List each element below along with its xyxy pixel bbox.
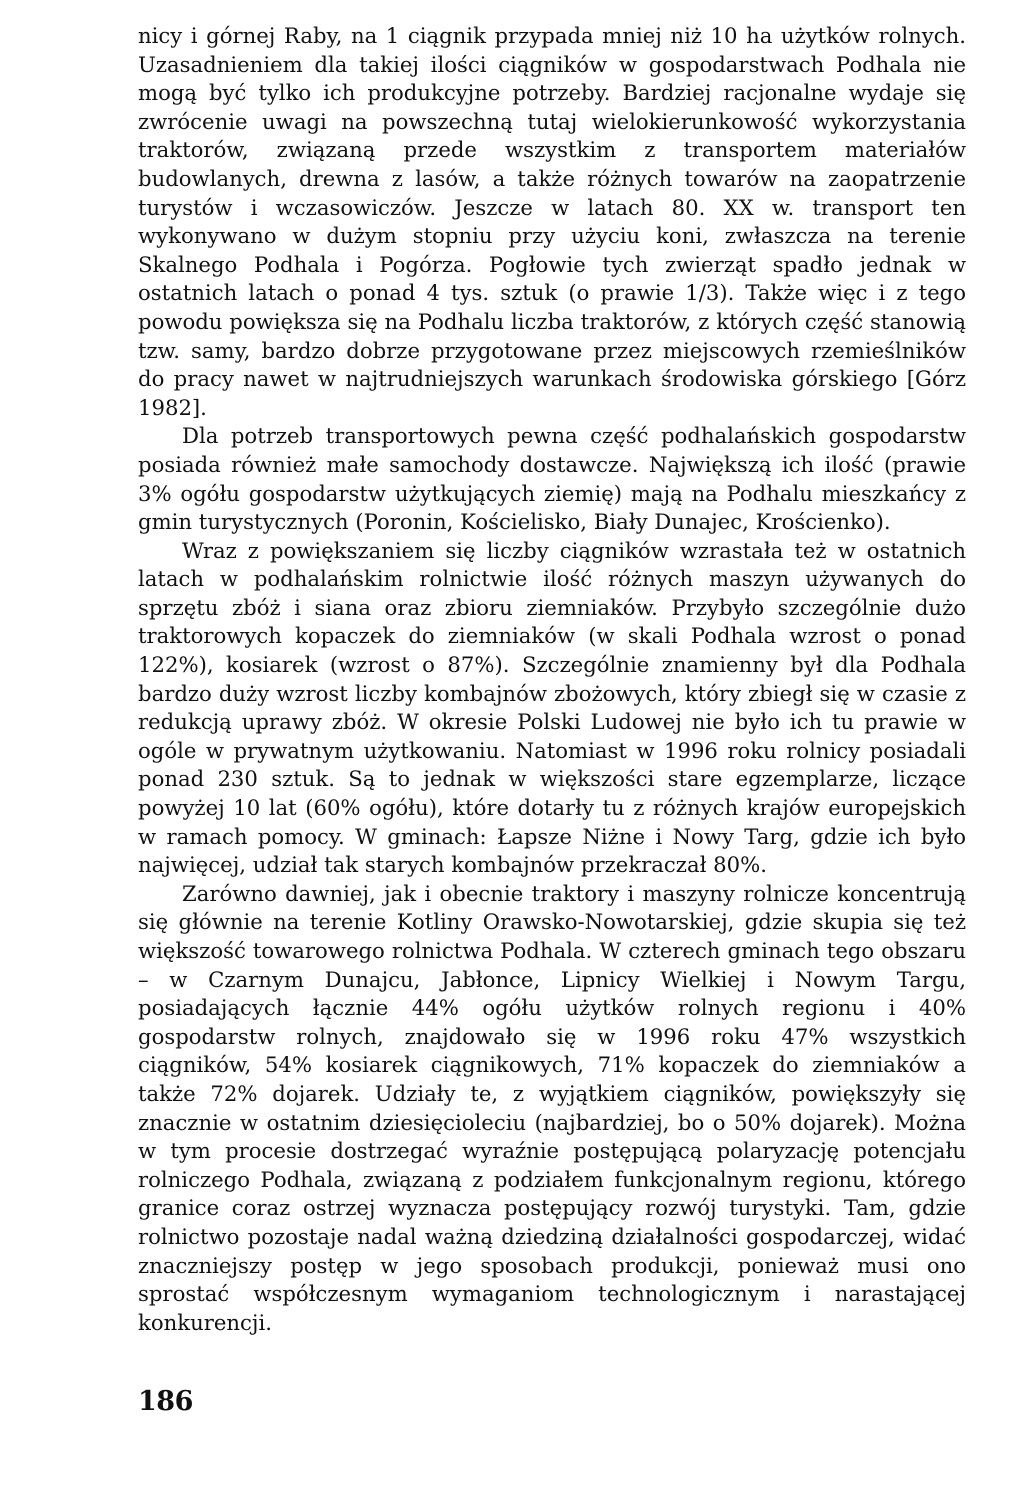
paragraph-2: Dla potrzeb transportowych pewna część podhalańskich gospodarstw posiada również małe samochody dostawcze. Największą ich ilość (prawie 3% ogółu gospodarstw użytkujących ziemię) mają na Podhalu mieszkańcy z gmin turystycznych (Poronin, Kościelisko, Biały Dunajec, Krościenko). xyxy=(138,423,966,535)
paragraph-3: Wraz z powiększaniem się liczby ciągników wzrastała też w ostatnich latach w podhalańskim rolnictwie ilość różnych maszyn używanych do sprzętu zbóż i siana oraz zbioru ziemniaków. Przybyło szczególnie dużo traktorowych kopaczek do ziemniaków (w skali Podhala wzrost o ponad 122%), kosiarek (wzrost o 87%). Szczególnie znamienny był dla Podhala bardzo duży wzrost liczby kombajnów zbożowych, który zbiegł się w czasie z redukcją uprawy zbóż. W okresie Polski Ludowej nie było ich tu prawie w ogóle w prywatnym użytkowaniu. Natomiast w 1996 roku rolnicy posiadali ponad 230 sztuk. Są to jednak w większości stare egzemplarze, liczące powyżej 10 lat (60% ogółu), które dotarły tu z różnych krajów europejskich w ramach pomocy. W gminach: Łapsze Niżne i Nowy Targ, gdzie ich było najwięcej, udział tak starych kombajnów przekraczał 80%. xyxy=(138,537,966,878)
page-number: 186 xyxy=(138,1386,193,1417)
paragraph-4: Zarówno dawniej, jak i obecnie traktory i maszyny rolnicze koncentrują się głównie na terenie Kotliny Orawsko-Nowotarskiej, gdzie skupia się też większość towarowego rolnictwa Podhala. W czterech gminach tego obszaru – w Czarnym Dunajcu, Jabłonce, Lipnicy Wielkiej i Nowym Targu, posiadających łącznie 44% ogółu użytków rolnych regionu i 40% gospodarstw rolnych, znajdowało się w 1996 roku 47% wszystkich ciągników, 54% kosiarek ciągnikowych, 71% kopaczek do ziemniaków a także 72% dojarek. Udziały te, z wyjątkiem ciągników, powiększyły się znacznie w ostatnim dziesięcioleciu (najbardziej, bo o 50% dojarek). Można w tym procesie dostrzegać wyraźnie postępującą polaryzację potencjału rolniczego Podhala, związaną z podziałem funkcjonalnym regionu, którego granice coraz ostrzej wyznacza postępujący rozwój turystyki. Tam, gdzie rolnictwo pozostaje nadal ważną dziedziną działalności gospodarczej, widać znaczniejszy postęp w jego sposobach produkcji, ponieważ musi ono sprostać współczesnym wymaganiom technologicznym i narastającej konkurencji. xyxy=(138,880,966,1335)
text-body xyxy=(138,22,966,1337)
paragraph-1: nicy i górnej Raby, na 1 ciągnik przypada mniej niż 10 ha użytków rolnych. Uzasadnieniem dla takiej ilości ciągników w gospodarstwach Podhala nie mogą być tylko ich produkcyjne potrzeby. Bardziej racjonalne wydaje się zwrócenie uwagi na powszechną tutaj wielokierunkowość wykorzystania traktorów, związaną przede wszystkim z transportem materiałów budowlanych, drewna z lasów, a także różnych towarów na zaopatrzenie turystów i wczasowiczów. Jeszcze w latach 80. XX w. transport ten wykonywano w dużym stopniu przy użyciu koni, zwłaszcza na terenie Skalnego Podhala i Pogórza. Pogłowie tych zwierząt spadło jednak w ostatnich latach o ponad 4 tys. sztuk (o prawie 1/3). Także więc i z tego powodu powiększa się na Podhalu liczba traktorów, z których część stanowią tzw. samy, bardzo dobrze przygotowane przez miejscowych rzemieślników do pracy nawet w najtrudniejszych warunkach środowiska górskiego [Górz 1982]. xyxy=(138,23,966,420)
